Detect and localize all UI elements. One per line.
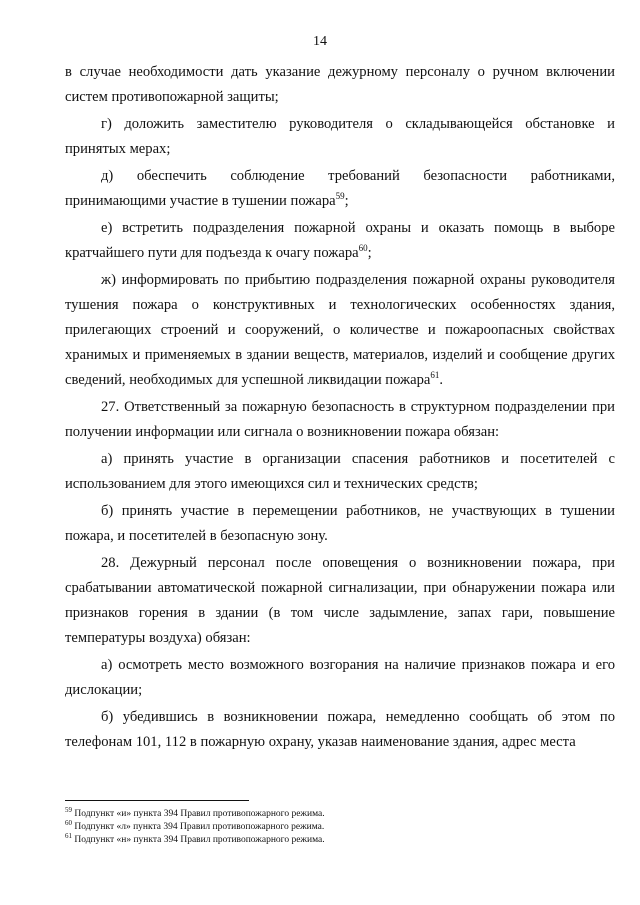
- paragraph-text: г) доложить заместителю руководителя о складывающейся обстановке и принятых мерах;: [65, 116, 615, 157]
- paragraph-clause-28: [65, 551, 615, 651]
- footnote-ref: 59: [335, 191, 345, 202]
- footnote-59: [65, 805, 585, 821]
- paragraph-text: д) обеспечить соблюдение требований безопасности работниками, принимающими участие в тушении пожара: [65, 168, 615, 209]
- footnote-ref: 61: [430, 370, 440, 381]
- paragraph-item-zh: [65, 268, 615, 393]
- paragraph-tail: ;: [367, 245, 372, 261]
- footnote-number: 59: [65, 805, 72, 814]
- footnote-text: Подпункт «н» пункта 394 Правил противопожарного режима.: [74, 835, 325, 845]
- paragraph-tail: .: [439, 372, 444, 388]
- paragraph-text: 28. Дежурный персонал после оповещения о возникновении пожара, при срабатывании автоматической пожарной сигнализации, при обнаружении пожара или признаков горения в здании (в том числе задымление, запах гари, повышение температуры воздуха) обязан:: [65, 555, 615, 646]
- footnote-number: 60: [65, 818, 72, 827]
- footnote-divider: [65, 800, 249, 801]
- footnote-text: Подпункт «л» пункта 394 Правил противопожарного режима.: [74, 822, 325, 832]
- footnote-60: [65, 818, 585, 834]
- footnote-number: 61: [65, 831, 72, 840]
- paragraph-text: б) убедившись в возникновении пожара, немедленно сообщать об этом по телефонам 101, 112 в пожарную охрану, указав наименование здания, адрес места: [65, 709, 615, 750]
- paragraph-text: ж) информировать по прибытию подразделения пожарной охраны руководителя тушения пожара о конструктивных и технологических особенностях здания, прилегающих строений и сооружений, о количестве и пожароопасных свойствах хранимых и применяемых в здании веществ, материалов, изделий и сообщение других сведений, необходимых для успешной ликвидации пожара: [65, 272, 615, 388]
- paragraph-text: в случае необходимости дать указание дежурному персоналу о ручном включении систем противопожарной защиты;: [65, 64, 615, 105]
- paragraph-clause-27: [65, 395, 615, 445]
- paragraph-continuation: [65, 60, 615, 110]
- footnote-ref: 60: [358, 243, 368, 254]
- paragraph-tail: ;: [344, 193, 349, 209]
- paragraph-clause-27b: [65, 499, 615, 549]
- paragraph-item-d: [65, 164, 615, 214]
- paragraph-item-e: [65, 216, 615, 266]
- paragraph-clause-28b: [65, 705, 615, 755]
- paragraph-text: а) осмотреть место возможного возгорания на наличие признаков пожара и его дислокации;: [65, 657, 615, 698]
- paragraph-clause-27a: [65, 447, 615, 497]
- paragraph-clause-28a: [65, 653, 615, 703]
- footnote-text: Подпункт «и» пункта 394 Правил противопожарного режима.: [74, 809, 325, 819]
- footnotes: [65, 805, 585, 847]
- paragraph-item-g: [65, 112, 615, 162]
- paragraph-text: б) принять участие в перемещении работников, не участвующих в тушении пожара, и посетителей в безопасную зону.: [65, 503, 615, 544]
- paragraph-text: е) встретить подразделения пожарной охраны и оказать помощь в выборе кратчайшего пути для подъезда к очагу пожара: [65, 220, 615, 261]
- paragraph-text: а) принять участие в организации спасения работников и посетителей с использованием для этого имеющихся сил и технических средств;: [65, 451, 615, 492]
- paragraph-text: 27. Ответственный за пожарную безопасность в структурном подразделении при получении информации или сигнала о возникновении пожара обязан:: [65, 399, 615, 440]
- body-text: [65, 60, 615, 757]
- page-number: 14: [313, 34, 327, 49]
- footnote-61: [65, 831, 585, 847]
